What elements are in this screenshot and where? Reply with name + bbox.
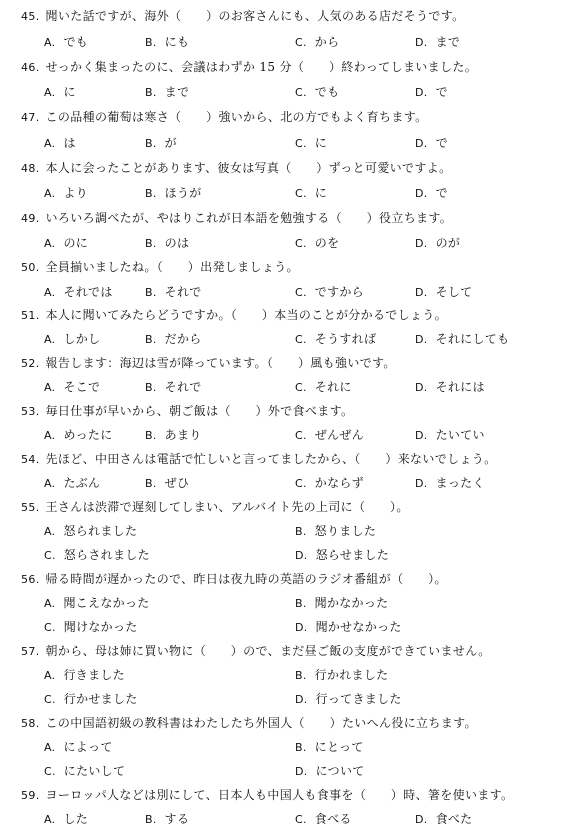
question-stem (21, 59, 477, 76)
option-text: そこで (63, 380, 101, 394)
answer-option-c[interactable] (44, 691, 138, 708)
answer-option-c[interactable] (44, 763, 125, 780)
question-stem (21, 8, 465, 25)
question-stem (21, 403, 353, 420)
option-letter: C. (295, 333, 307, 346)
answer-option-c[interactable] (295, 135, 327, 152)
question-stem (21, 210, 452, 227)
answer-option-d[interactable] (415, 235, 460, 252)
question-text: 本人に聞いてみたらどうですか。（ ）本当のことが分かるでしょう。 (45, 308, 447, 322)
option-text: ほうが (164, 186, 202, 200)
option-text: だから (164, 332, 202, 346)
answer-option-a[interactable] (44, 595, 150, 612)
option-letter: B. (295, 741, 307, 754)
option-text: にも (164, 35, 190, 49)
option-text: 聞こえなかった (63, 596, 150, 610)
option-letter: D. (415, 187, 428, 200)
option-letter: B. (145, 237, 157, 250)
question-number: 57. (21, 645, 40, 658)
answer-option-b[interactable] (145, 185, 202, 202)
question-stem (21, 499, 409, 516)
option-text: について (315, 764, 365, 778)
option-text: 行ってきました (315, 692, 402, 706)
option-text: 行かせました (63, 692, 138, 706)
option-text: 行かれました (314, 668, 389, 682)
question-number: 49. (21, 212, 40, 225)
answer-option-d[interactable] (415, 84, 448, 101)
answer-option-c[interactable] (295, 84, 339, 101)
option-text: めったに (63, 428, 113, 442)
question-stem (21, 355, 396, 372)
option-text: それには (435, 380, 485, 394)
option-text: それでは (63, 285, 113, 299)
option-letter: A. (44, 741, 56, 754)
option-letter: B. (145, 477, 157, 490)
question-stem (21, 643, 491, 660)
option-letter: A. (44, 669, 56, 682)
option-text: が (164, 136, 177, 150)
answer-option-d[interactable] (415, 331, 509, 348)
answer-option-a[interactable] (44, 34, 88, 51)
question-number: 54. (21, 453, 40, 466)
answer-option-d[interactable] (295, 763, 365, 780)
option-letter: C. (295, 187, 307, 200)
option-text: 怒りました (314, 524, 377, 538)
question-number: 55. (21, 501, 40, 514)
option-letter: B. (145, 333, 157, 346)
question-text: 帰る時間が遅かったので、昨日は夜九時の英語のラジオ番組が（ ）。 (45, 572, 447, 586)
option-text: ですから (314, 285, 364, 299)
answer-option-b[interactable] (145, 284, 202, 301)
option-letter: B. (295, 597, 307, 610)
question-stem (21, 109, 427, 126)
option-text: ぜひ (164, 476, 190, 490)
option-text: 怒らせました (315, 548, 390, 562)
option-letter: B. (145, 381, 157, 394)
option-letter: B. (145, 36, 157, 49)
option-letter: C. (295, 813, 307, 826)
answer-option-a[interactable] (44, 84, 76, 101)
option-letter: B. (145, 429, 157, 442)
option-text: それに (314, 380, 352, 394)
option-text: まったく (435, 476, 485, 490)
option-letter: C. (44, 621, 56, 634)
option-letter: D. (415, 36, 428, 49)
option-letter: D. (415, 137, 428, 150)
option-letter: D. (415, 86, 428, 99)
option-text: でも (314, 85, 340, 99)
option-letter: A. (44, 86, 56, 99)
option-letter: B. (145, 286, 157, 299)
option-text: で (435, 85, 448, 99)
answer-option-d[interactable] (415, 811, 472, 828)
option-text: まで (435, 35, 461, 49)
answer-option-c[interactable] (295, 427, 364, 444)
option-text: それにしても (435, 332, 510, 346)
option-text: 食べる (314, 812, 352, 826)
answer-option-a[interactable] (44, 475, 100, 492)
option-letter: B. (145, 187, 157, 200)
question-number: 45. (21, 10, 40, 23)
answer-option-b[interactable] (145, 427, 202, 444)
option-text: にとって (314, 740, 364, 754)
question-text: 報告します：海辺は雪が降っています。（ ）風も強いです。 (45, 356, 396, 370)
answer-option-a[interactable] (44, 427, 113, 444)
option-text: で (435, 136, 448, 150)
option-letter: B. (145, 86, 157, 99)
option-text: それで (164, 285, 202, 299)
question-number: 50. (21, 261, 40, 274)
option-text: した (63, 812, 89, 826)
answer-option-c[interactable] (295, 34, 339, 51)
question-text: 先ほど、中田さんは電話で忙しいと言ってましたから、（ ）来ないでしょう。 (45, 452, 497, 466)
option-text: そして (435, 285, 473, 299)
question-text: この中国語初級の教科書はわたしたち外国人（ ）たいへん役に立ちます。 (45, 716, 477, 730)
option-letter: D. (415, 237, 428, 250)
question-text: 聞いた話ですが、海外（ ）のお客さんにも、人気のある店だそうです。 (45, 9, 465, 23)
option-letter: A. (44, 597, 56, 610)
option-letter: D. (415, 286, 428, 299)
option-letter: C. (44, 549, 56, 562)
question-text: この品種の葡萄は寒さ（ ）強いから、北の方でもよく育ちます。 (45, 110, 428, 124)
answer-option-d[interactable] (415, 427, 485, 444)
option-letter: A. (44, 333, 56, 346)
answer-option-d[interactable] (295, 547, 389, 564)
answer-option-d[interactable] (415, 34, 460, 51)
option-text: にたいして (63, 764, 126, 778)
question-stem (21, 307, 447, 324)
answer-option-c[interactable] (295, 475, 364, 492)
option-letter: C. (295, 36, 307, 49)
question-number: 47. (21, 111, 40, 124)
answer-option-c[interactable] (295, 185, 327, 202)
option-text: のが (435, 236, 461, 250)
answer-option-b[interactable] (145, 811, 189, 828)
option-letter: C. (295, 477, 307, 490)
question-number: 46. (21, 61, 40, 74)
option-text: そうすれば (314, 332, 377, 346)
question-stem (21, 571, 447, 588)
question-stem (21, 451, 497, 468)
answer-option-d[interactable] (295, 619, 402, 636)
option-letter: C. (295, 381, 307, 394)
question-number: 58. (21, 717, 40, 730)
answer-option-a[interactable] (44, 379, 100, 396)
answer-option-a[interactable] (44, 135, 76, 152)
option-text: から (314, 35, 340, 49)
option-text: 怒られました (63, 524, 138, 538)
answer-option-b[interactable] (145, 135, 177, 152)
question-stem (21, 787, 513, 804)
option-text: ぜんぜん (314, 428, 364, 442)
option-text: それで (164, 380, 202, 394)
option-letter: A. (44, 237, 56, 250)
option-text: でも (63, 35, 89, 49)
option-text: によって (63, 740, 113, 754)
option-text: 怒らされました (63, 548, 150, 562)
question-text: 毎日仕事が早いから、朝ご飯は（ ）外で食べます。 (45, 404, 354, 418)
question-stem (21, 259, 299, 276)
option-letter: C. (295, 137, 307, 150)
answer-option-d[interactable] (415, 284, 472, 301)
answer-option-b[interactable] (145, 235, 189, 252)
option-text: たいてい (435, 428, 485, 442)
answer-option-b[interactable] (145, 34, 189, 51)
option-text: たぶん (63, 476, 101, 490)
answer-option-d[interactable] (415, 135, 448, 152)
question-text: 朝から、母は姉に買い物に（ ）ので、まだ昼ご飯の支度ができていません。 (45, 644, 491, 658)
option-letter: C. (295, 237, 307, 250)
option-letter: A. (44, 286, 56, 299)
option-letter: D. (295, 765, 308, 778)
option-text: する (164, 812, 190, 826)
option-letter: A. (44, 813, 56, 826)
option-text: かならず (314, 476, 364, 490)
question-stem (21, 160, 451, 177)
option-text: に (314, 136, 328, 150)
option-text: で (435, 186, 448, 200)
answer-option-b[interactable] (295, 739, 364, 756)
option-letter: B. (295, 525, 307, 538)
option-text: 聞かせなかった (315, 620, 402, 634)
option-letter: A. (44, 525, 56, 538)
option-text: 食べた (435, 812, 473, 826)
question-text: 全員揃いましたね。（ ）出発しましょう。 (45, 260, 299, 274)
answer-option-a[interactable] (44, 284, 113, 301)
option-letter: D. (415, 477, 428, 490)
answer-option-d[interactable] (415, 379, 485, 396)
answer-option-a[interactable] (44, 667, 125, 684)
answer-option-d[interactable] (295, 691, 402, 708)
option-text: しかし (63, 332, 101, 346)
answer-option-c[interactable] (295, 284, 364, 301)
answer-option-b[interactable] (295, 523, 376, 540)
option-letter: D. (415, 813, 428, 826)
answer-option-a[interactable] (44, 739, 113, 756)
question-number: 53. (21, 405, 40, 418)
option-text: あまり (164, 428, 202, 442)
option-letter: A. (44, 477, 56, 490)
answer-option-b[interactable] (295, 667, 388, 684)
question-stem (21, 715, 477, 732)
option-letter: C. (295, 429, 307, 442)
option-text: まで (164, 85, 190, 99)
option-text: のは (164, 236, 190, 250)
question-text: いろいろ調べたが、やはりこれが日本語を勉強する（ ）役立ちます。 (45, 211, 453, 225)
answer-option-b[interactable] (145, 475, 189, 492)
option-letter: D. (415, 381, 428, 394)
answer-option-c[interactable] (295, 811, 352, 828)
question-text: ヨーロッパ人などは別にして、日本人も中国人も食事を（ ）時、箸を使います。 (45, 788, 514, 802)
answer-option-c[interactable] (44, 547, 150, 564)
option-letter: C. (295, 86, 307, 99)
question-text: 王さんは渋滞で遅刻してしまい、アルバイト先の上司に（ ）。 (45, 500, 409, 514)
option-letter: D. (295, 549, 308, 562)
option-text: 聞けなかった (63, 620, 138, 634)
option-text: に (314, 186, 328, 200)
answer-option-a[interactable] (44, 523, 137, 540)
question-text: せっかく集まったのに、会議はわずか 15 分（ ）終わってしまいました。 (45, 60, 478, 74)
answer-option-a[interactable] (44, 331, 100, 348)
answer-option-d[interactable] (415, 475, 485, 492)
option-letter: A. (44, 137, 56, 150)
option-letter: C. (295, 286, 307, 299)
question-number: 56. (21, 573, 40, 586)
option-text: は (63, 136, 76, 150)
option-letter: D. (295, 621, 308, 634)
question-number: 59. (21, 789, 40, 802)
answer-option-c[interactable] (295, 235, 339, 252)
option-letter: A. (44, 187, 56, 200)
option-letter: A. (44, 36, 56, 49)
answer-option-a[interactable] (44, 811, 88, 828)
answer-option-a[interactable] (44, 235, 88, 252)
option-letter: D. (415, 429, 428, 442)
answer-option-b[interactable] (145, 331, 202, 348)
option-letter: D. (295, 693, 308, 706)
option-letter: C. (44, 765, 56, 778)
question-number: 52. (21, 357, 40, 370)
option-letter: A. (44, 429, 56, 442)
option-letter: A. (44, 381, 56, 394)
option-text: のを (314, 236, 340, 250)
question-text: 本人に会ったことがあります、彼女は写真（ ）ずっと可愛いですよ。 (45, 161, 452, 175)
option-text: より (63, 186, 89, 200)
option-letter: B. (145, 813, 157, 826)
answer-option-c[interactable] (44, 619, 138, 636)
option-text: に (63, 85, 76, 99)
option-letter: B. (145, 137, 157, 150)
answer-option-b[interactable] (145, 84, 189, 101)
option-letter: C. (44, 693, 56, 706)
answer-option-d[interactable] (415, 185, 448, 202)
answer-option-c[interactable] (295, 379, 352, 396)
answer-option-b[interactable] (145, 379, 202, 396)
answer-option-c[interactable] (295, 331, 376, 348)
option-text: 行きました (63, 668, 125, 682)
option-text: 聞かなかった (314, 596, 389, 610)
question-number: 51. (21, 309, 40, 322)
option-letter: B. (295, 669, 307, 682)
answer-option-a[interactable] (44, 185, 88, 202)
option-text: のに (63, 236, 89, 250)
answer-option-b[interactable] (295, 595, 388, 612)
question-number: 48. (21, 162, 40, 175)
option-letter: D. (415, 333, 428, 346)
